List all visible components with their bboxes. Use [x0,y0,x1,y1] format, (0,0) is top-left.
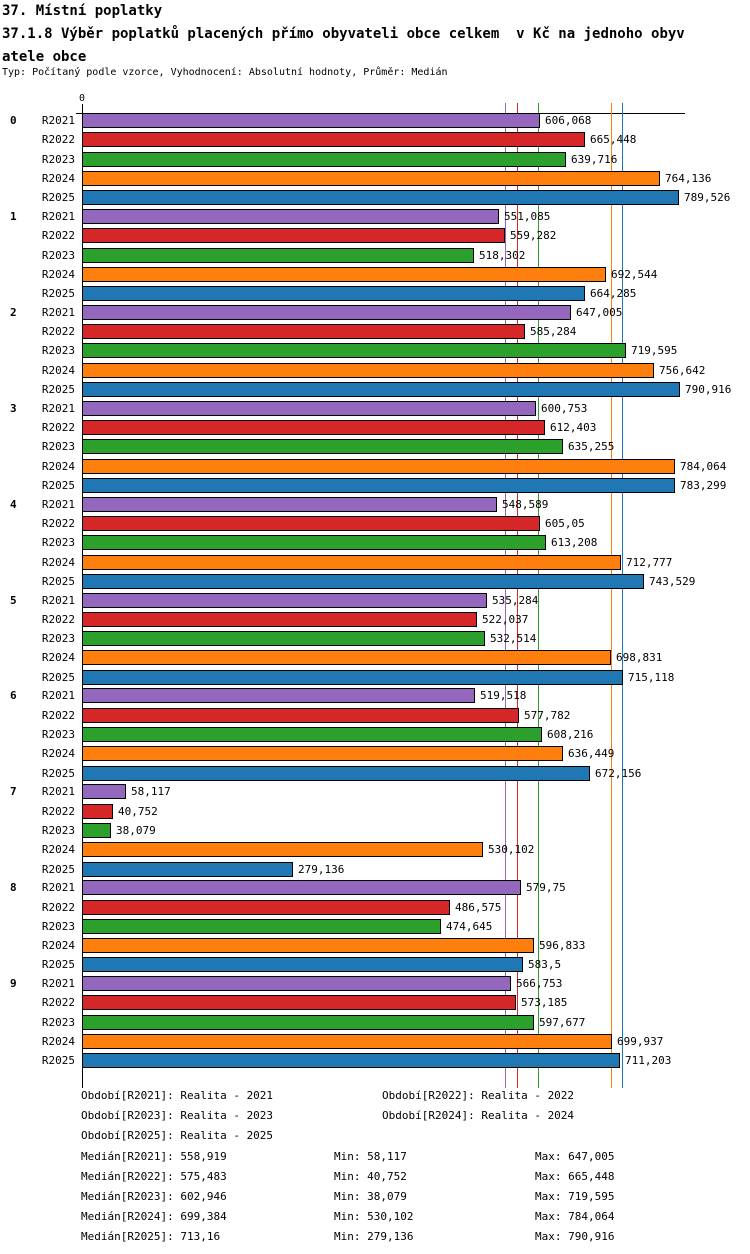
value-label-group1-r2022: 559,282 [510,229,557,243]
group-label-0: 0 [10,114,17,127]
legend-median-r2021: Medián[R2021]: 558,919 [81,1150,227,1163]
bar-group9-r2025 [82,1053,620,1068]
value-label-group3-r2025: 783,299 [680,478,727,492]
legend-period-r2025: Období[R2025]: Realita - 2025 [81,1129,274,1142]
value-label-group8-r2023: 474,645 [446,919,493,933]
group-label-9: 9 [10,977,17,991]
bar-group4-r2023 [82,535,546,550]
bar-group1-r2022 [82,228,505,243]
row-label-r2021: R2021 [41,209,75,223]
value-label-group2-r2023: 719,595 [631,344,678,358]
row-label-r2023: R2023 [41,1015,75,1029]
bar-group2-r2023 [82,343,626,358]
legend-period-r2022: Období[R2022]: Realita - 2022 [382,1089,575,1102]
bar-group7-r2025 [82,862,293,877]
bar-group3-r2025 [82,478,675,493]
row-label-r2021: R2021 [41,305,75,319]
value-label-group6-r2021: 519,518 [480,689,527,703]
row-label-r2023: R2023 [41,632,75,646]
row-label-r2024: R2024 [41,1035,75,1048]
value-label-group9-r2021: 566,753 [516,977,563,991]
bar-group4-r2021 [82,497,497,512]
x-axis-zero-tick-label: 0 [79,93,86,104]
bar-group4-r2022 [82,516,540,531]
bar-group4-r2024 [82,555,621,570]
value-label-group9-r2023: 597,677 [539,1015,586,1029]
value-label-group2-r2025: 790,916 [685,383,732,396]
value-label-group3-r2023: 635,255 [568,440,615,454]
group-label-7: 7 [10,785,17,799]
row-label-r2025: R2025 [41,670,75,684]
value-label-group8-r2021: 579,75 [526,881,566,895]
row-label-r2025: R2025 [41,287,75,301]
row-label-r2021: R2021 [41,785,75,799]
row-label-r2025: R2025 [41,383,75,396]
value-label-group4-r2022: 605,05 [545,516,585,530]
bar-group1-r2025 [82,286,585,301]
bar-group6-r2022 [82,708,519,723]
legend-max-r2022: Max: 665,448 [535,1170,615,1183]
row-label-r2022: R2022 [41,804,75,818]
bar-group1-r2021 [82,209,499,224]
row-label-r2022: R2022 [41,325,75,339]
value-label-group0-r2025: 789,526 [684,191,731,205]
bar-group2-r2022 [82,324,525,339]
legend-median-r2024: Medián[R2024]: 699,384 [81,1210,227,1223]
bar-group8-r2022 [82,900,450,915]
legend-min-r2025: Min: 279,136 [334,1230,414,1243]
row-label-r2024: R2024 [41,747,75,761]
row-label-r2024: R2024 [41,267,75,281]
legend-max-r2021: Max: 647,005 [535,1150,615,1163]
value-label-group0-r2021: 606,068 [545,114,592,127]
value-label-group9-r2022: 573,185 [521,996,568,1010]
bar-group8-r2024 [82,938,534,953]
row-label-r2025: R2025 [41,958,75,972]
bar-group6-r2021 [82,688,475,703]
row-label-r2021: R2021 [41,593,75,607]
bar-group3-r2022 [82,420,545,435]
value-label-group1-r2021: 551,085 [504,209,551,223]
legend-min-r2024: Min: 530,102 [334,1210,414,1223]
bar-group5-r2023 [82,631,485,646]
bar-group8-r2025 [82,957,523,972]
value-label-group3-r2022: 612,403 [550,421,597,434]
value-label-group1-r2024: 692,544 [611,267,658,281]
row-label-r2023: R2023 [41,536,75,550]
bar-group9-r2024 [82,1034,612,1049]
legend-median-r2022: Medián[R2022]: 575,483 [81,1170,227,1183]
value-label-group1-r2023: 518,302 [479,248,526,262]
value-label-group0-r2024: 764,136 [665,171,712,185]
value-label-group2-r2022: 585,284 [530,325,577,339]
row-label-r2025: R2025 [41,191,75,205]
row-label-r2022: R2022 [41,996,75,1010]
row-label-r2025: R2025 [41,574,75,588]
group-label-6: 6 [10,689,17,703]
bar-group2-r2021 [82,305,571,320]
row-label-r2021: R2021 [41,401,75,415]
row-label-r2022: R2022 [41,708,75,722]
bar-group1-r2023 [82,248,474,263]
bar-group5-r2021 [82,593,487,608]
row-label-r2023: R2023 [41,248,75,262]
bar-group5-r2022 [82,612,477,627]
legend-min-r2023: Min: 38,079 [334,1190,407,1203]
bar-group2-r2024 [82,363,654,378]
bar-group7-r2024 [82,842,483,857]
x-axis-zero-tick [82,104,83,113]
bar-group2-r2025 [82,382,680,397]
bar-group9-r2022 [82,995,516,1010]
row-label-r2024: R2024 [41,555,75,569]
value-label-group7-r2022: 40,752 [118,804,158,818]
row-label-r2024: R2024 [41,843,75,857]
value-label-group5-r2021: 535,284 [492,593,539,607]
row-label-r2022: R2022 [41,133,75,147]
row-label-r2022: R2022 [41,421,75,434]
row-label-r2023: R2023 [41,823,75,837]
bar-group7-r2021 [82,784,126,799]
legend-period-r2021: Období[R2021]: Realita - 2021 [81,1089,274,1102]
value-label-group7-r2023: 38,079 [116,823,156,837]
bar-group8-r2023 [82,919,441,934]
bar-group1-r2024 [82,267,606,282]
value-label-group6-r2023: 608,216 [547,728,594,741]
row-label-r2023: R2023 [41,152,75,166]
group-label-2: 2 [10,305,17,319]
legend-max-r2025: Max: 790,916 [535,1230,615,1243]
bar-group9-r2023 [82,1015,534,1030]
value-label-group5-r2025: 715,118 [628,670,675,684]
row-label-r2023: R2023 [41,728,75,741]
value-label-group7-r2025: 279,136 [298,862,345,876]
legend-median-r2023: Medián[R2023]: 602,946 [81,1190,227,1203]
chart-subtitle-line1: 37.1.8 Výběr poplatků placených přímo obyvateli obce celkem v Kč na jednoho obyv [2,26,685,42]
row-label-r2021: R2021 [41,689,75,703]
value-label-group4-r2024: 712,777 [626,555,673,569]
bar-group6-r2025 [82,766,590,781]
row-label-r2023: R2023 [41,440,75,454]
row-label-r2024: R2024 [41,939,75,953]
value-label-group7-r2021: 58,117 [131,785,171,799]
value-label-group3-r2024: 784,064 [680,459,727,473]
value-label-group4-r2025: 743,529 [649,574,696,588]
value-label-group0-r2022: 665,448 [590,133,637,147]
bar-group6-r2024 [82,746,563,761]
row-label-r2024: R2024 [41,651,75,665]
row-label-r2025: R2025 [41,1054,75,1068]
legend-max-r2023: Max: 719,595 [535,1190,615,1203]
bar-group8-r2021 [82,880,521,895]
value-label-group6-r2022: 577,782 [524,708,571,722]
value-label-group8-r2025: 583,5 [528,958,562,972]
value-label-group0-r2023: 639,716 [571,152,618,166]
bar-group9-r2021 [82,976,511,991]
bar-group6-r2023 [82,727,542,742]
value-label-group5-r2023: 532,514 [490,632,537,646]
group-label-8: 8 [10,881,17,895]
bar-group5-r2025 [82,670,623,685]
row-label-r2022: R2022 [41,516,75,530]
bar-group3-r2023 [82,439,563,454]
bar-group3-r2024 [82,459,675,474]
value-label-group5-r2022: 522,037 [482,612,529,626]
chart-meta: Typ: Počítaný podle vzorce, Vyhodnocení: Absolutní hodnoty, Průměr: Medián [2,67,448,78]
row-label-r2024: R2024 [41,171,75,185]
legend-median-r2025: Medián[R2025]: 713,16 [81,1230,221,1243]
group-label-3: 3 [10,401,17,415]
bar-group7-r2023 [82,823,111,838]
row-label-r2023: R2023 [41,344,75,358]
bar-group3-r2021 [82,401,536,416]
legend-min-r2021: Min: 58,117 [334,1150,407,1163]
row-label-r2025: R2025 [41,862,75,876]
value-label-group7-r2024: 530,102 [488,843,535,857]
row-label-r2021: R2021 [41,114,75,127]
bar-group0-r2024 [82,171,660,186]
value-label-group1-r2025: 664,285 [590,287,637,301]
bar-group0-r2021 [82,113,540,128]
value-label-group9-r2024: 699,937 [617,1035,664,1048]
value-label-group5-r2024: 698,831 [616,651,663,665]
group-label-1: 1 [10,209,17,223]
value-label-group8-r2024: 596,833 [539,939,586,953]
value-label-group4-r2023: 613,208 [551,536,598,550]
bar-group5-r2024 [82,650,611,665]
bar-group0-r2023 [82,152,566,167]
chart-subtitle-line2: atele obce [2,49,87,65]
row-label-r2021: R2021 [41,977,75,991]
bar-group0-r2022 [82,132,585,147]
row-label-r2025: R2025 [41,766,75,780]
median-line-r2024 [611,103,612,1088]
value-label-group2-r2024: 756,642 [659,363,706,377]
value-label-group2-r2021: 647,005 [576,305,623,319]
legend-period-r2023: Období[R2023]: Realita - 2023 [81,1109,274,1122]
group-label-5: 5 [10,593,17,607]
row-label-r2024: R2024 [41,459,75,473]
group-label-4: 4 [10,497,17,511]
bar-group0-r2025 [82,190,679,205]
value-label-group8-r2022: 486,575 [455,900,502,914]
row-label-r2024: R2024 [41,363,75,377]
bar-group7-r2022 [82,804,113,819]
row-label-r2021: R2021 [41,497,75,511]
row-label-r2025: R2025 [41,478,75,492]
value-label-group6-r2024: 636,449 [568,747,615,761]
row-label-r2022: R2022 [41,229,75,243]
value-label-group4-r2021: 548,589 [502,497,549,511]
legend-max-r2024: Max: 784,064 [535,1210,615,1223]
row-label-r2023: R2023 [41,919,75,933]
row-label-r2022: R2022 [41,900,75,914]
value-label-group6-r2025: 672,156 [595,766,642,780]
row-label-r2022: R2022 [41,612,75,626]
bar-group4-r2025 [82,574,644,589]
value-label-group9-r2025: 711,203 [625,1054,672,1068]
page-title: 37. Místní poplatky [2,3,163,19]
median-line-r2025 [622,103,623,1088]
legend-period-r2024: Období[R2024]: Realita - 2024 [382,1109,575,1122]
value-label-group3-r2021: 600,753 [541,401,588,415]
row-label-r2021: R2021 [41,881,75,895]
legend-min-r2022: Min: 40,752 [334,1170,407,1183]
